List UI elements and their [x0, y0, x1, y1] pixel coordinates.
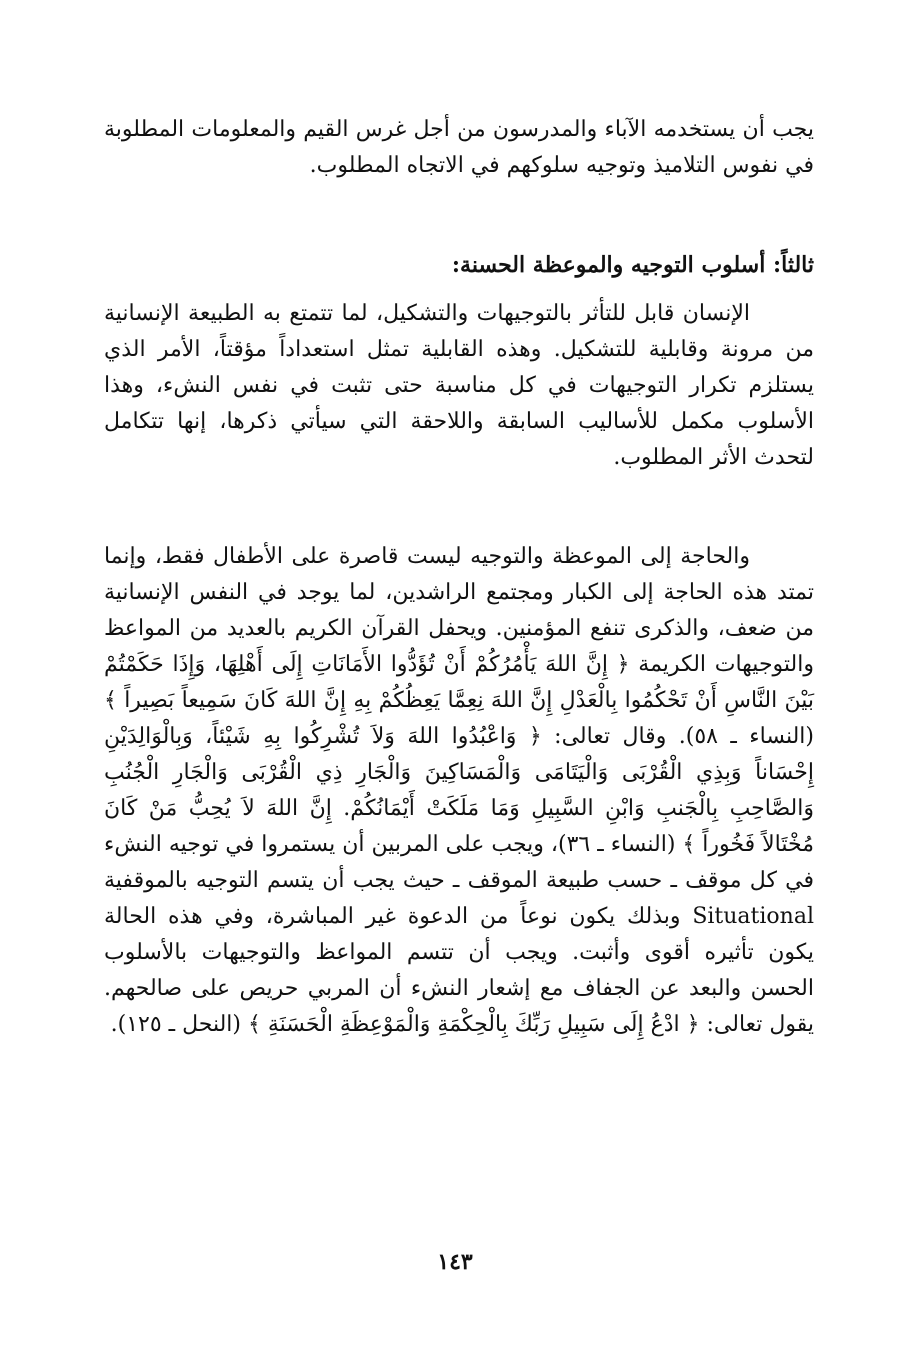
page-number: ١٤٣: [437, 1249, 473, 1275]
paragraph-continuation: يجب أن يستخدمه الآباء والمدرسون من أجل غرس القيم والمعلومات المطلوبة في نفوس التلاميذ وتوجيه سلوكهم في الاتجاه المطلوب.: [104, 117, 814, 178]
section-heading: ثالثاً: أسلوب التوجيه والموعظة الحسنة:: [451, 252, 814, 278]
paragraph-need-for-guidance: والحاجة إلى الموعظة والتوجيه ليست قاصرة على الأطفال فقط، وإنما تمتد هذه الحاجة إلى الكبار ومجتمع الراشدين، لما يوجد في النفس الإنسانية من ضعف، والذكرى تنفع المؤمنين. ويحفل القرآن الكريم بالعديد من المواعظ والتوجيهات الكريمة ﴿ إِنَّ اللهَ يَأْمُرُكُمْ أَنْ تُؤَدُّوا الأَمَانَاتِ إِلَى أَهْلِهَا، وَإِذَا حَكَمْتُمْ بَيْنَ النَّاسِ أَنْ تَحْكُمُوا بِالْعَدْلِ إِنَّ اللهَ نِعِمَّا يَعِظُكُمْ بِهِ إِنَّ اللهَ كَانَ سَمِيعاً بَصِيراً ﴾ (النساء ـ ٥٨). وقال تعالى: ﴿ وَاعْبُدُوا اللهَ وَلاَ تُشْرِكُوا بِهِ شَيْئاً، وَبِالْوَالِدَيْنِ إِحْسَاناً وَبِذِي الْقُرْبَى وَالْيَتَامَى وَالْمَسَاكِينَ وَالْجَارِ ذِي الْقُرْبَى وَالْجَارِ الْجُنُبِ وَالصَّاحِبِ بِالْجَنبِ وَابْنِ السَّبِيلِ وَمَا مَلَكَتْ أَيْمَانُكُمْ. إِنَّ اللهَ لاَ يُحِبُّ مَنْ كَانَ مُخْتَالاً فَخُوراً ﴾ (النساء ـ ٣٦)، ويجب على المربين أن يستمروا في توجيه النشء في كل موقف ـ حسب طبيعة الموقف ـ حيث يجب أن يتسم التوجيه بالموقفية Situational وبذلك يكون نوعاً من الدعوة غير المباشرة، وفي هذه الحالة يكون تأثيره أقوى وأثبت. ويجب أن تتسم المواعظ والتوجيهات بالأسلوب الحسن والبعد عن الجفاف مع إشعار النشء أن المربي حريص على صالحهم. يقول تعالى: ﴿ ادْعُ إِلَى سَبِيلِ رَبِّكَ بِالْحِكْمَةِ وَالْمَوْعِظَةِ الْحَسَنَةِ ﴾ (النحل ـ ١٢٥).: [104, 544, 814, 1037]
paragraph-human-adaptability: الإنسان قابل للتأثر بالتوجيهات والتشكيل، لما تتمتع به الطبيعة الإنسانية من مرونة وقابلية للتشكيل. وهذه القابلية تمثل استعداداً مؤقتاً، الأمر الذي يستلزم تكرار التوجيهات في كل مناسبة حتى تثبت في نفس النشء، وهذا الأسلوب مكمل للأساليب السابقة واللاحقة التي سيأتي ذكرها، إنها تتكامل لتحدث الأثر المطلوب.: [104, 301, 814, 470]
